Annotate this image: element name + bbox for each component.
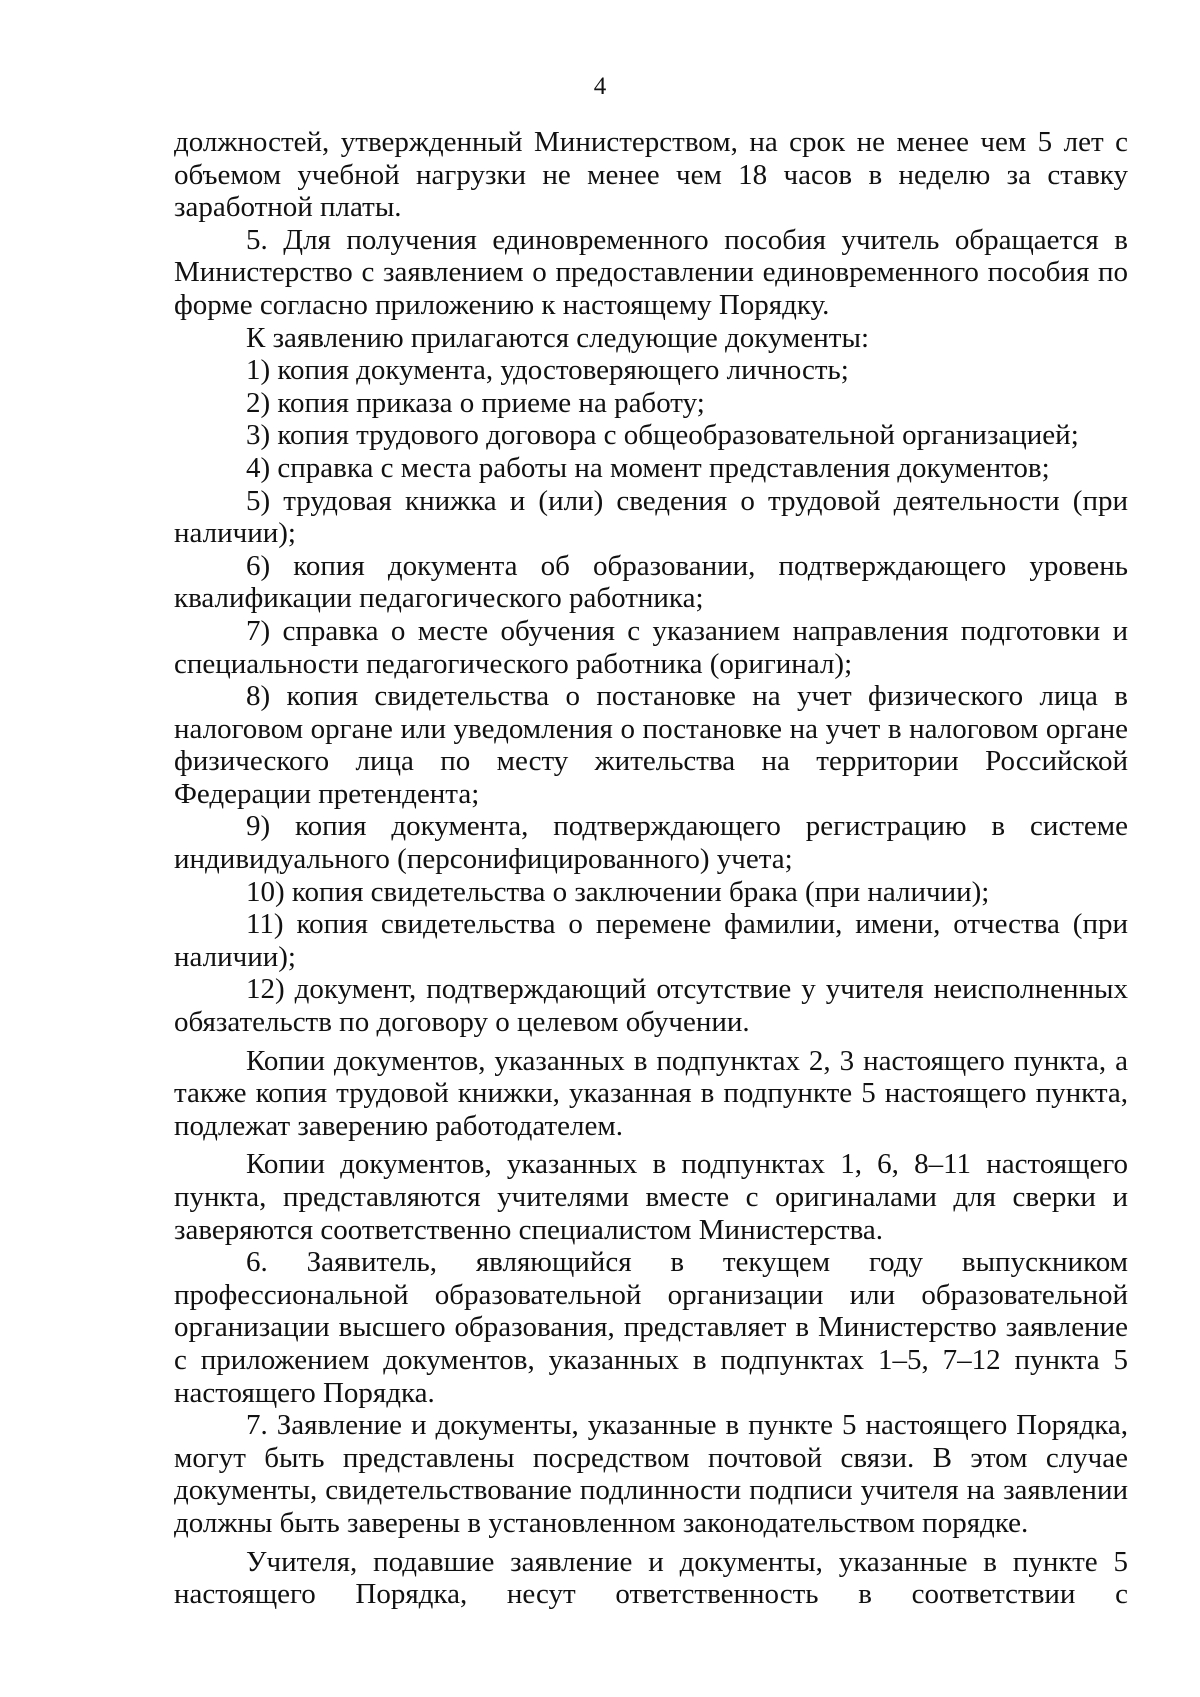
list-item-5: 5) трудовая книжка и (или) сведения о трудовой деятельности (при наличии); [174,484,1128,550]
list-item-8: 8) копия свидетельства о постановке на учет физического лица в налоговом органе или уведомления о постановке на учет в налоговом органе физического лица по месту жительства на территории Российской Федерации претендента; [174,680,1128,810]
list-item-7: 7) справка о месте обучения с указанием направления подготовки и специальности педагогического работника (оригинал); [174,614,1128,680]
paragraph-item-5: 5. Для получения единовременного пособия учитель обращается в Министерство с заявлением о предоставлении единовременного пособия по форме согласно приложению к настоящему Порядку. [174,223,1128,321]
paragraph-copies-employer: Копии документов, указанных в подпунктах 2, 3 настоящего пункта, а также копия трудовой книжки, указанная в подпункте 5 настоящего пункта, подлежат заверению работодателем. [174,1044,1128,1142]
list-item-1: 1) копия документа, удостоверяющего личность; [246,354,849,387]
list-item-6: 6) копия документа об образовании, подтверждающего уровень квалификации педагогического работника; [174,549,1128,615]
list-item-2: 2) копия приказа о приеме на работу; [246,386,705,419]
page-number: 4 [593,73,607,100]
paragraph-item-6: 6. Заявитель, являющийся в текущем году выпускником профессиональной образовательной организации или образовательной организации высшего образования, представляет в Министерство заявление с приложением документов, указанных в подпунктах 1–5, 7–12 пункта 5 настоящего Порядка. [174,1246,1128,1409]
paragraph-responsibility: Учителя, подавшие заявление и документы, указанные в пункте 5 настоящего Порядка, несут ответственность в соответствии с [174,1545,1128,1611]
paragraph-item-7: 7. Заявление и документы, указанные в пункте 5 настоящего Порядка, могут быть представлены посредством почтовой связи. В этом случае документы, свидетельствование подлинности подписи учителя на заявлении должны быть заверены в установленном законодательством порядке. [174,1409,1128,1539]
list-item-3: 3) копия трудового договора с общеобразовательной организацией; [246,419,1079,452]
list-item-9: 9) копия документа, подтверждающего регистрацию в системе индивидуального (персонифицированного) учета; [174,810,1128,876]
list-item-12: 12) документ, подтверждающий отсутствие у учителя неисполненных обязательств по договору о целевом обучении. [174,973,1128,1039]
list-item-10: 10) копия свидетельства о заключении брака (при наличии); [246,875,990,908]
list-item-11: 11) копия свидетельства о перемене фамилии, имени, отчества (при наличии); [174,908,1128,973]
document-body [174,126,1128,1611]
paragraph-copies-originals: Копии документов, указанных в подпунктах 1, 6, 8–11 настоящего пункта, представляются учителями вместе с оригиналами для сверки и заверяются соответственно специалистом Министерства. [174,1148,1128,1246]
list-item-4: 4) справка с места работы на момент представления документов; [246,451,1050,484]
paragraph-continuation: должностей, утвержденный Министерством, на срок не менее чем 5 лет с объемом учебной нагрузки не менее чем 18 часов в неделю за ставку заработной платы. [174,126,1128,224]
paragraph-documents-intro: К заявлению прилагаются следующие документы: [246,321,870,354]
